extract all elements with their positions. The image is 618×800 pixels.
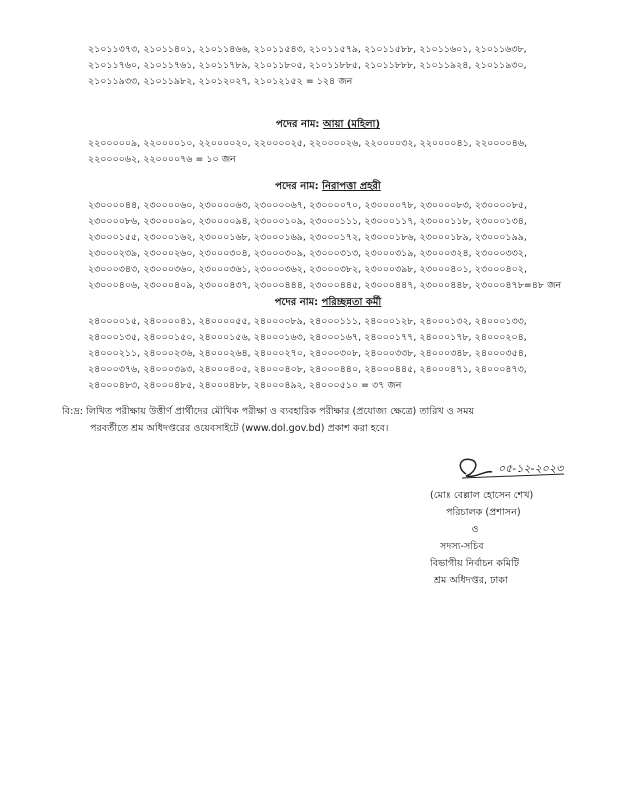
section-cleaner [88,296,568,394]
roll-line: ২১০১১৩৭৩, ২১০১১৪০১, ২১০১১৪৬৬, ২১০১১৫৪৩, ২১০১১৫৭৯, ২১০১১৫৮৮, ২১০১১৬০১, ২১০১১৬৩৮, [88,44,527,55]
roll-line: ২২০০০০৬২, ২২০০০০৭৬ = ১০ জন [88,154,236,165]
roll-line: ২১০১১৭৬০, ২১০১১৭৬১, ২১০১১৭৮৯, ২১০১১৮০৫, ২১০১১৮৮৫, ২১০১১৮৮৮, ২১০১১৯২৪, ২১০১১৯৩০, [88,60,527,71]
roll-line: ২১০১১৯৩৩, ২১০১১৯৮২, ২১০১২০২৭, ২১০১২১৫২ = ১২৪ জন [88,76,353,87]
section-heading [88,296,568,310]
roll-line: ২৪০০০২১১, ২৪০০০২৩৬, ২৪০০০২৬৪, ২৪০০০২৭০, ২৪০০০৩০৮, ২৪০০০৩৩৮, ২৪০০০৩৪৮, ২৪০০০৩৫৪, [88,348,527,359]
roll-list-previous [88,42,568,90]
roll-line: ২৪০০০০১৫, ২৪০০০০৪১, ২৪০০০০৫৫, ২৪০০০০৮৯, ২৪০০০১১১, ২৪০০০১২৮, ২৪০০০১৩২, ২৪০০০১৩৩, [88,316,527,327]
post-name: আয়া (মহিলা) [322,119,381,130]
post-name: নিরাপত্তা প্রহরী [322,181,381,192]
roll-line: ২২০০০০০৯, ২২০০০০১০, ২২০০০০২০, ২২০০০০২৫, ২২০০০০২৬, ২২০০০০৩২, ২২০০০০৪১, ২২০০০০৪৬, [88,138,528,149]
signatory-designation: পরিচালক (প্রশাসন) [446,507,521,518]
roll-line: ২৩০০০৪০৬, ২৩০০০৪০৯, ২৩০০০৪৩৭, ২৩০০০৪৪৪, ২৩০০০৪৪৫, ২৩০০০৪৪৭, ২৩০০০৪৪৮, ২৩০০০৪৭৮=৪৮ জন [88,280,562,291]
signature-block [430,487,580,589]
signatory-committee: বিভাগীয় নির্বাচন কমিটি [430,558,520,569]
roll-line: ২৪০০০৪৮৩, ২৪০০০৪৮৫, ২৪০০০৪৮৮, ২৪০০০৪৯২, ২৪০০০৫১০ = ৩৭ জন [88,380,402,391]
roll-line: ২৪০০০১৩৫, ২৪০০০১৫০, ২৪০০০১৫৬, ২৪০০০১৬৩, ২৪০০০১৬৭, ২৪০০০১৭৭, ২৪০০০১৭৮, ২৪০০০২০৪, [88,332,527,343]
section-heading [88,180,568,194]
heading-prefix: পদের নাম: [275,119,323,130]
heading-prefix: পদের নাম: [274,297,322,308]
notice-note [62,403,572,437]
roll-line: ২৪০০০৩৭৬, ২৪০০০৩৯৩, ২৪০০০৪০৫, ২৪০০০৪০৮, ২৪০০০৪৪০, ২৪০০০৪৪৫, ২৪০০০৪৭১, ২৪০০০৪৭৩, [88,364,527,375]
signatory-office: শ্রম অধিদপ্তর, ঢাকা [434,575,508,586]
roll-line: ২৩০০০০৪৪, ২৩০০০০৬০, ২৩০০০০৬৩, ২৩০০০০৬৭, ২৩০০০০৭০, ২৩০০০০৭৮, ২৩০০০০৮৩, ২৩০০০০৮৫, [88,200,528,211]
section-heading [88,118,568,132]
section-aya [88,118,568,168]
handwritten-signature-icon [452,448,572,486]
signature-date: ০৫-১২-২০২৩ [498,462,564,475]
roll-line: ২৩০০০১৫৫, ২৩০০০১৬২, ২৩০০০১৬৮, ২৩০০০১৬৯, ২৩০০০১৭২, ২৩০০০১৮৬, ২৩০০০১৮৯, ২৩০০০১৯৯, [88,232,527,243]
signatory-name: (মোঃ বেল্লাল হোসেন শেখ) [430,490,534,501]
roll-line: ২৩০০০৩৪৩, ২৩০০০৩৬০, ২৩০০০৩৬১, ২৩০০০৩৬২, ২৩০০০৩৮২, ২৩০০০৩৯৮, ২৩০০০৪০১, ২৩০০০৪০২, [88,264,527,275]
section-security-guard [88,180,568,294]
signatory-conjunction: ও [471,524,479,535]
heading-prefix: পদের নাম: [275,181,323,192]
note-line: বি:দ্র: লিখিত পরীক্ষায় উত্তীর্ণ প্রার্থীদের মৌখিক পরীক্ষা ও ব্যবহারিক পরীক্ষার (প্রযোজ্য ক্ষেত্রে) তারিখ ও সময় [62,406,475,417]
note-line: পরবর্তীতে শ্রম অধিদপ্তরের ওয়েবসাইটে (www.dol.gov.bd) প্রকাশ করা হবে। [90,423,389,434]
post-name: পরিচ্ছন্নতা কর্মী [321,297,382,308]
signatory-role: সদস্য-সচিব [440,541,484,552]
roll-line: ২৩০০০০৮৬, ২৩০০০০৯০, ২৩০০০০৯৪, ২৩০০০১০৯, ২৩০০০১১১, ২৩০০০১১৭, ২৩০০০১১৮, ২৩০০০১৩৪, [88,216,527,227]
roll-line: ২৩০০০২৩৯, ২৩০০০২৬০, ২৩০০০৩০৪, ২৩০০০৩০৯, ২৩০০০৩১৩, ২৩০০০৩১৯, ২৩০০০৩২৪, ২৩০০০৩৩২, [88,248,528,259]
